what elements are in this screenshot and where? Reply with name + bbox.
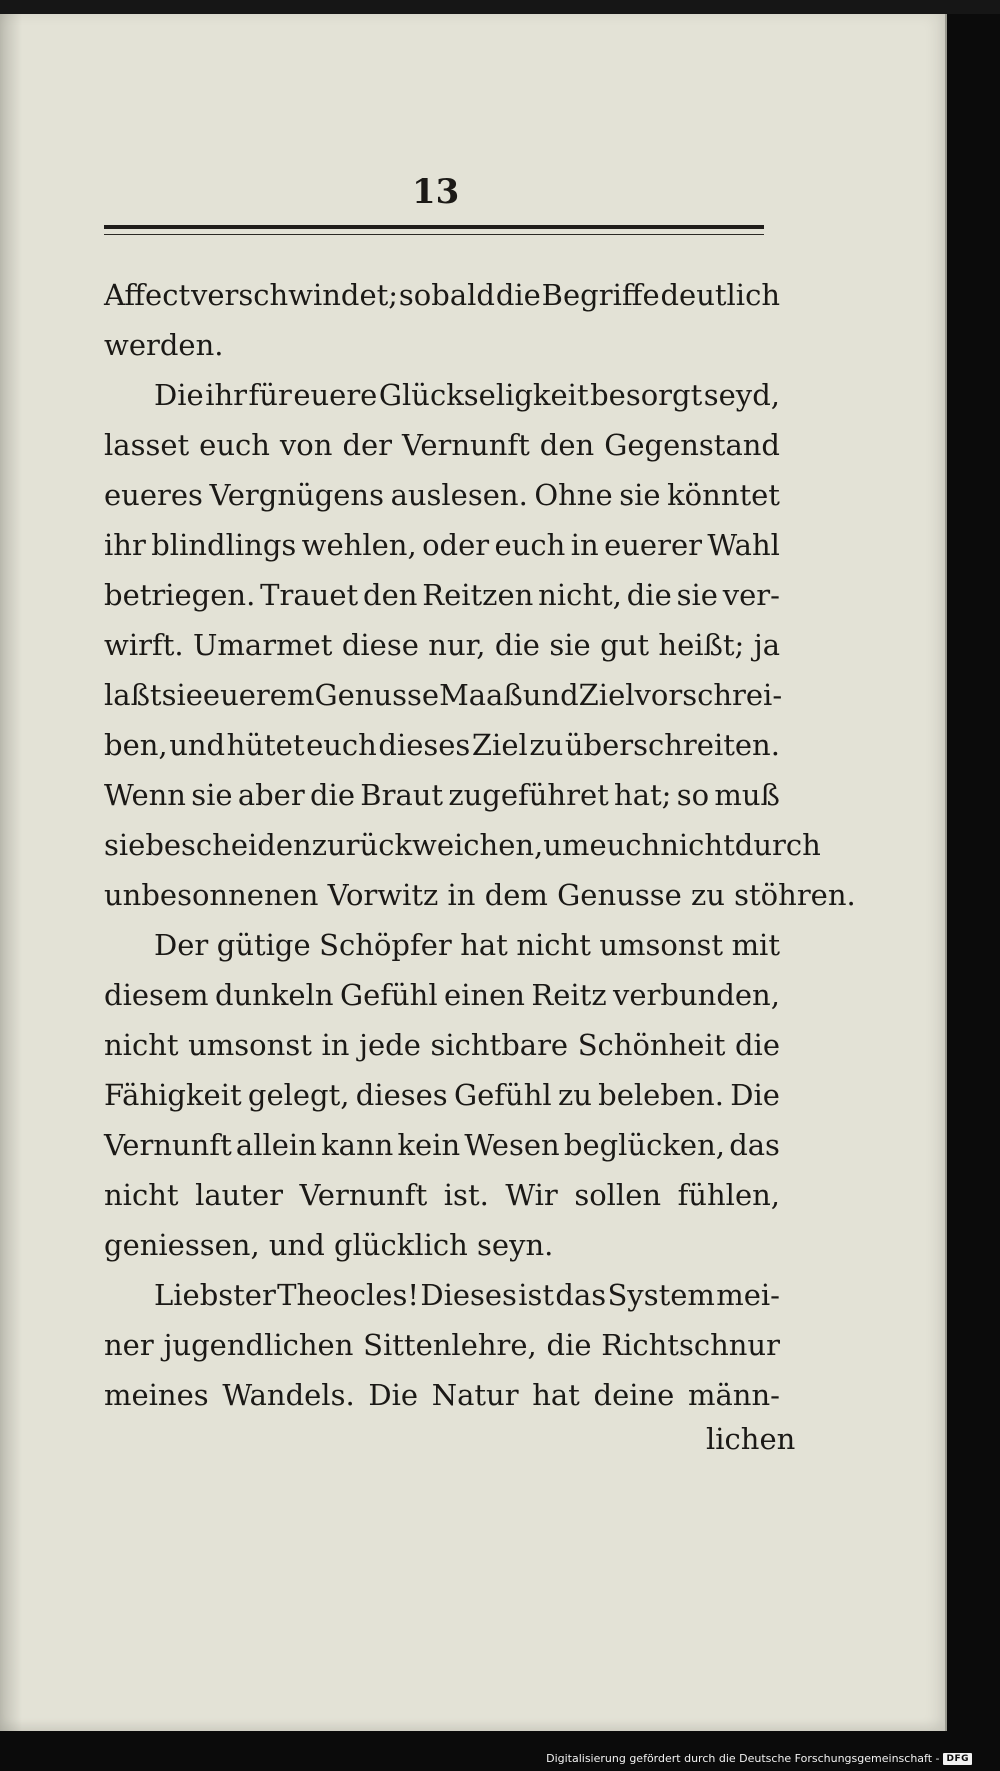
text-line-content: werden. [104,328,224,362]
word: sollen [574,1178,662,1212]
text-line [104,770,780,820]
word: Richtschnur [601,1328,780,1362]
word: das [555,1278,607,1312]
word: Begriffe [541,278,660,312]
text-line [104,370,780,420]
word: deutlich [660,278,780,312]
word: hat [532,1378,580,1412]
text-line [104,870,856,920]
word: nicht [660,828,735,862]
text-line [104,1370,780,1420]
word: euch [589,828,661,862]
word: sobald [398,278,495,312]
word: die [546,1328,592,1362]
word: Wandels. [222,1378,355,1412]
text-line [104,820,821,870]
word: sie [104,828,146,862]
word: die [734,1028,780,1062]
word: fühlen, [677,1178,780,1212]
word: Trauet [260,578,359,612]
word: laßt [104,678,162,712]
word: Ohne [534,478,613,512]
word: Reitz [531,978,607,1012]
word: Affect [104,278,191,312]
text-line [104,920,780,970]
word: bescheiden [145,828,312,862]
word: die [309,778,355,812]
word: Fähigkeit [104,1078,242,1112]
text-line [104,720,780,770]
word: nicht, [538,578,622,612]
word: ben, [104,728,168,762]
credit-text: Digitalisierung gefördert durch die Deutsche Forschungsgemeinschaft - [546,1752,940,1765]
header-rule-thin [104,234,764,235]
word: Schöpfer [319,928,452,962]
word: Theocles! [277,1278,419,1312]
word: umsonst [188,1028,312,1062]
text-line-content: unbesonnenen Vorwitz in dem Genusse zu stöhren. [104,878,856,912]
word: umsonst [599,928,724,962]
word: zu [529,728,564,762]
word: ver- [722,578,780,612]
word: zu [557,1078,592,1112]
word: den [539,428,595,462]
word: diesem [104,978,209,1012]
word: seyd, [703,378,780,412]
word: Wesen [464,1128,560,1162]
word: Vernunft [299,1178,428,1212]
word: euerer [604,528,702,562]
word: die [626,578,672,612]
word: sie [161,678,203,712]
text-line [104,970,780,1020]
dfg-logo: DFG [943,1753,972,1765]
word: Die [368,1378,419,1412]
word: Dieses [420,1278,517,1312]
word: ihr [205,378,248,412]
word: Braut [360,778,444,812]
text-line [104,670,783,720]
text-line [104,570,780,620]
word: Vergnügens [209,478,384,512]
word: dunkeln [214,978,334,1012]
word: ja [753,628,780,662]
word: vorschrei- [634,678,783,712]
word: kein [397,1128,461,1162]
word: Gefühl [453,1078,552,1112]
word: Sittenlehre, [363,1328,537,1362]
text-line [104,1070,780,1120]
word: das [729,1128,780,1162]
word: sie [619,478,661,512]
text-line [104,620,780,670]
word: besorgt [590,378,703,412]
text-line [104,1320,780,1370]
word: Umarmet [192,628,333,662]
word: wehlen, [301,528,417,562]
word: hat; [614,778,672,812]
word: sie [549,628,591,662]
word: gelegt, [247,1078,350,1112]
word: betriegen. [104,578,256,612]
gutter-shadow [0,14,22,1731]
word: die [495,278,541,312]
word: ist. [443,1178,489,1212]
word: Schönheit [577,1028,726,1062]
word: gut [600,628,649,662]
word: Maaß [439,678,523,712]
word: in [570,528,599,562]
word: ner [104,1328,154,1362]
word: Ziel [578,678,635,712]
word: Gegenstand [604,428,780,462]
text-line [104,520,780,570]
scan-top-edge [0,0,1000,14]
word: gütige [216,928,311,962]
word: Vernunft [104,1128,232,1162]
word: männ- [688,1378,780,1412]
word: der [342,428,393,462]
word: jugendlichen [163,1328,354,1362]
text-line [104,1170,780,1220]
word: lauter [195,1178,283,1212]
word: sichtbare [430,1028,569,1062]
word: Die [154,378,204,412]
word: verschwindet; [190,278,399,312]
text-line [104,1020,780,1070]
text-line [104,1270,780,1320]
word: heißt; [658,628,745,662]
word: euere [293,378,378,412]
word: zugeführet [448,778,609,812]
word: mei- [716,1278,780,1312]
word: beglücken, [563,1128,725,1162]
word: beleben. [598,1078,724,1112]
word: den [363,578,418,612]
word: jede [359,1028,421,1062]
word: nicht [104,1178,179,1212]
word: mit [731,928,780,962]
word: Die [730,1078,780,1112]
word: euch [494,528,566,562]
word: von [279,428,333,462]
word: eueres [104,478,203,512]
catchword: lichen [706,1422,796,1456]
word: sie [191,778,233,812]
word: überschreiten. [564,728,780,762]
page-number: 13 [412,172,460,212]
word: lasset [104,428,190,462]
text-line [104,470,780,520]
word: hütet [226,728,305,762]
word: Genusse [314,678,440,712]
word: diese [341,628,419,662]
word: Wahl [707,528,780,562]
word: blindlings [151,528,297,562]
word: Natur [431,1378,519,1412]
word: aber [237,778,305,812]
word: muß [714,778,780,812]
word: einen [444,978,525,1012]
text-line [104,1220,780,1270]
word: und [169,728,226,762]
word: ist [518,1278,555,1312]
word: oder [422,528,490,562]
word: könntet [667,478,780,512]
word: dieses [355,1078,448,1112]
word: Wir [505,1178,558,1212]
word: wirft. [104,628,184,662]
word: Reitzen [422,578,534,612]
word: und [522,678,579,712]
word: in [321,1028,350,1062]
word: auslesen. [390,478,528,512]
word: Ziel [471,728,528,762]
header-rule [104,225,764,229]
word: Glückseligkeit [378,378,589,412]
word: nicht [104,1028,179,1062]
word: Gefühl [339,978,438,1012]
word: verbunden, [613,978,780,1012]
word: euerem [202,678,315,712]
word: kann [321,1128,394,1162]
word: nicht [516,928,591,962]
word: meines [104,1378,209,1412]
word: allein [235,1128,317,1162]
word: Der [154,928,209,962]
word: euch [199,428,270,462]
text-line [104,270,780,320]
word: Wenn [104,778,186,812]
word: System [607,1278,715,1312]
footer-bar [0,1731,1000,1771]
word: dieses [378,728,471,762]
text-line [104,1120,780,1170]
word: sie [676,578,718,612]
text-line [104,420,780,470]
word: weichen, [412,828,544,862]
word: nur, [428,628,486,662]
word: Vernunft [402,428,530,462]
digitization-credit [546,1752,972,1765]
word: die [494,628,540,662]
word: Liebster [154,1278,276,1312]
word: ihr [104,528,146,562]
word: deine [593,1378,675,1412]
word: zurück [311,828,413,862]
text-line-content: geniessen, und glücklich seyn. [104,1228,554,1262]
text-line [104,320,780,370]
body-text [104,270,856,1420]
word: hat [460,928,508,962]
word: euch [306,728,377,762]
word: durch [734,828,821,862]
word: so [676,778,710,812]
word: um [543,828,590,862]
word: für [248,378,292,412]
